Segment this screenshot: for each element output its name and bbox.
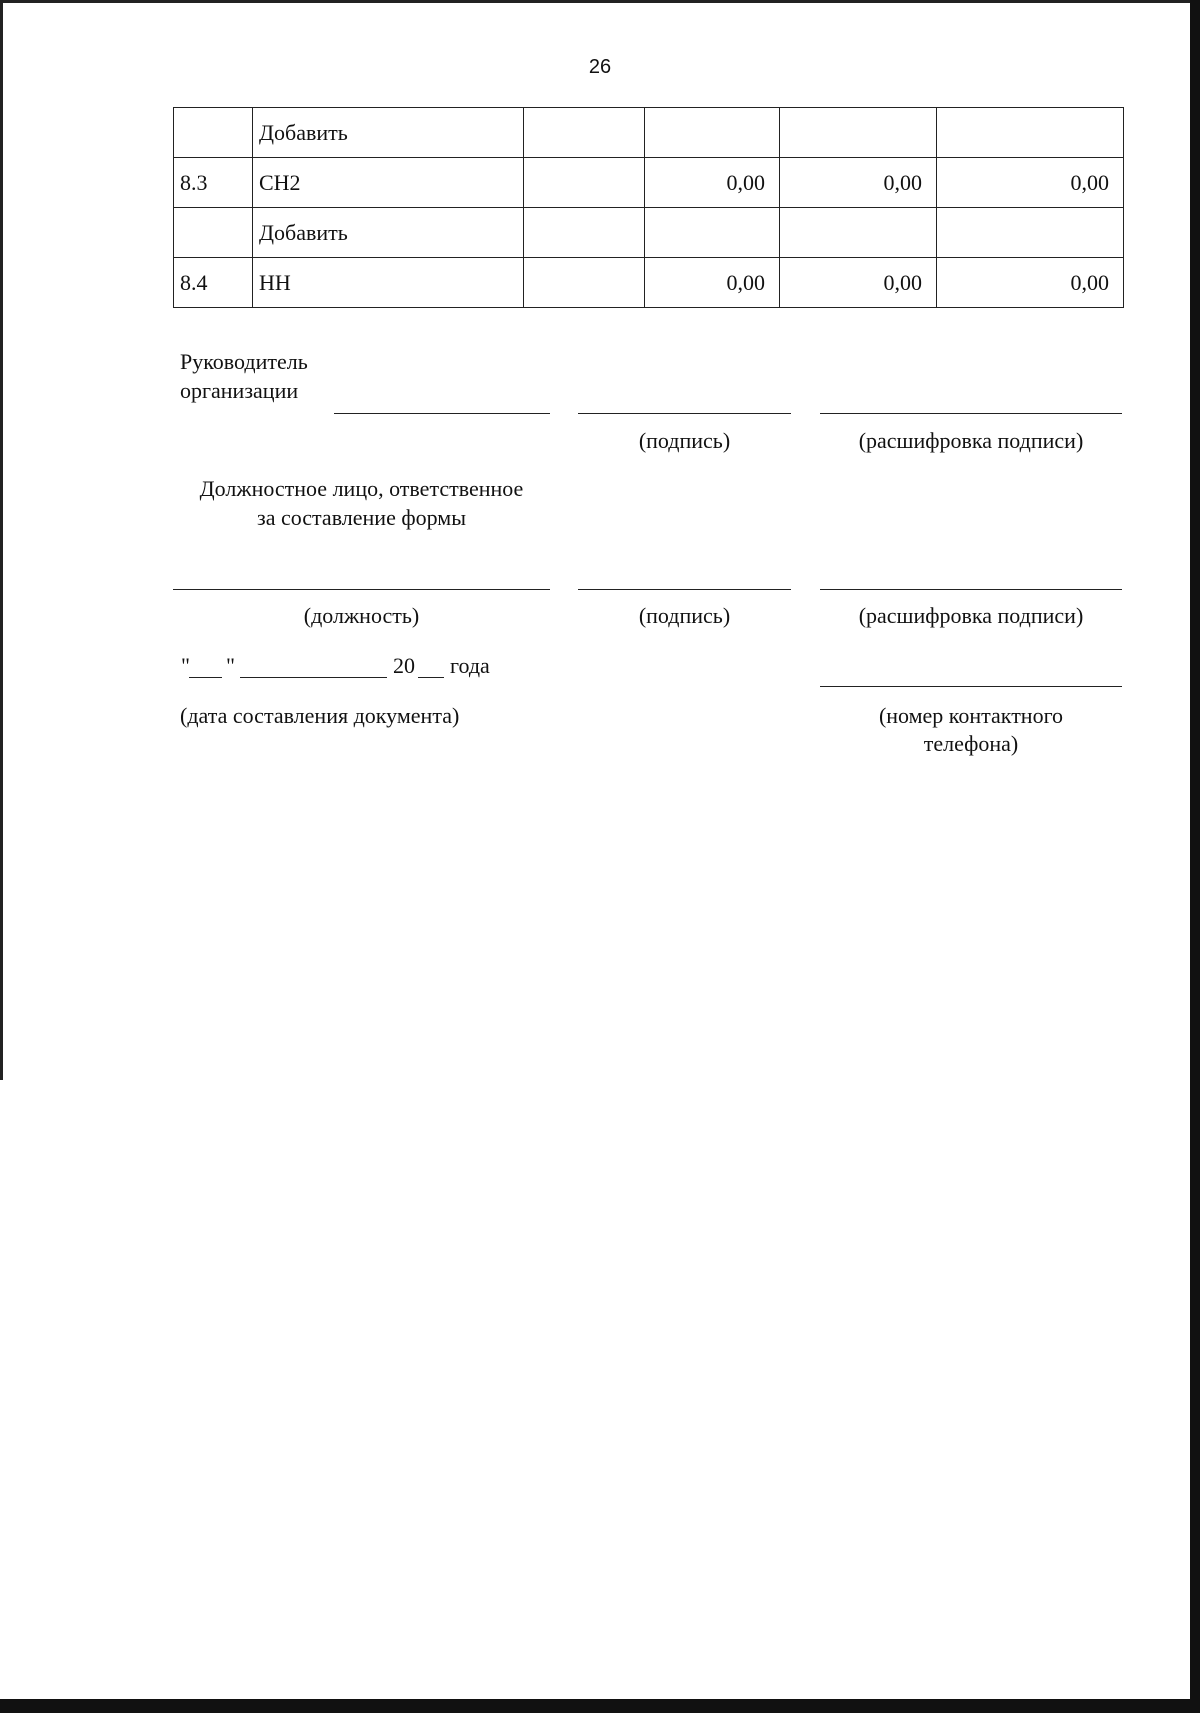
row-code bbox=[174, 108, 253, 158]
row-cell bbox=[524, 208, 645, 258]
official-signature-line bbox=[578, 589, 791, 590]
scan-edge-left bbox=[0, 0, 3, 1080]
date-quote-open: " bbox=[181, 653, 190, 678]
scan-edge-top bbox=[0, 0, 1200, 3]
official-signature-caption: (подпись) bbox=[638, 603, 731, 628]
head-label-line1: Руководитель bbox=[180, 349, 308, 374]
data-table bbox=[173, 107, 1124, 308]
row-value-2 bbox=[780, 108, 937, 158]
official-label-line1: Должностное лицо, ответственное bbox=[199, 476, 524, 501]
head-position-line bbox=[334, 413, 550, 414]
row-value-3: 0,00 bbox=[937, 258, 1124, 308]
row-value-1 bbox=[645, 108, 780, 158]
row-cell bbox=[524, 158, 645, 208]
date-year-line bbox=[418, 677, 444, 678]
phone-caption-line1: (номер контактного bbox=[878, 703, 1064, 728]
page-number: 26 bbox=[588, 56, 612, 78]
date-month-line bbox=[240, 677, 387, 678]
row-code: 8.4 bbox=[174, 258, 253, 308]
date-quote-close: " bbox=[226, 653, 235, 678]
head-label-line2: организации bbox=[180, 378, 299, 403]
row-value-2 bbox=[780, 208, 937, 258]
table-row bbox=[174, 158, 1124, 208]
row-value-3 bbox=[937, 108, 1124, 158]
scan-edge-bottom bbox=[0, 1699, 1200, 1713]
official-position-line bbox=[173, 589, 550, 590]
row-name: Добавить bbox=[253, 108, 524, 158]
row-name: СН2 bbox=[253, 158, 524, 208]
row-cell bbox=[524, 108, 645, 158]
row-value-1: 0,00 bbox=[645, 158, 780, 208]
row-value-1: 0,00 bbox=[645, 258, 780, 308]
row-value-2: 0,00 bbox=[780, 258, 937, 308]
head-signature-line bbox=[578, 413, 791, 414]
table-row bbox=[174, 108, 1124, 158]
official-decoding-caption: (расшифровка подписи) bbox=[858, 603, 1084, 628]
phone-caption-line2: телефона) bbox=[923, 731, 1019, 756]
row-name: НН bbox=[253, 258, 524, 308]
row-value-3 bbox=[937, 208, 1124, 258]
position-caption: (должность) bbox=[303, 603, 420, 628]
date-caption: (дата составления документа) bbox=[180, 703, 460, 728]
head-decoding-line bbox=[820, 413, 1122, 414]
official-decoding-line bbox=[820, 589, 1122, 590]
row-code: 8.3 bbox=[174, 158, 253, 208]
date-year-prefix: 20 bbox=[393, 653, 415, 678]
head-signature-caption: (подпись) bbox=[638, 428, 731, 453]
row-value-1 bbox=[645, 208, 780, 258]
official-label-line2: за составление формы bbox=[257, 505, 466, 530]
row-value-2: 0,00 bbox=[780, 158, 937, 208]
table-row bbox=[174, 258, 1124, 308]
date-day-line bbox=[189, 677, 222, 678]
row-value-3: 0,00 bbox=[937, 158, 1124, 208]
table-row bbox=[174, 208, 1124, 258]
row-code bbox=[174, 208, 253, 258]
date-year-suffix: года bbox=[450, 653, 490, 678]
phone-line bbox=[820, 686, 1122, 687]
scan-edge-right bbox=[1190, 0, 1200, 1713]
row-cell bbox=[524, 258, 645, 308]
row-name: Добавить bbox=[253, 208, 524, 258]
head-decoding-caption: (расшифровка подписи) bbox=[858, 428, 1084, 453]
